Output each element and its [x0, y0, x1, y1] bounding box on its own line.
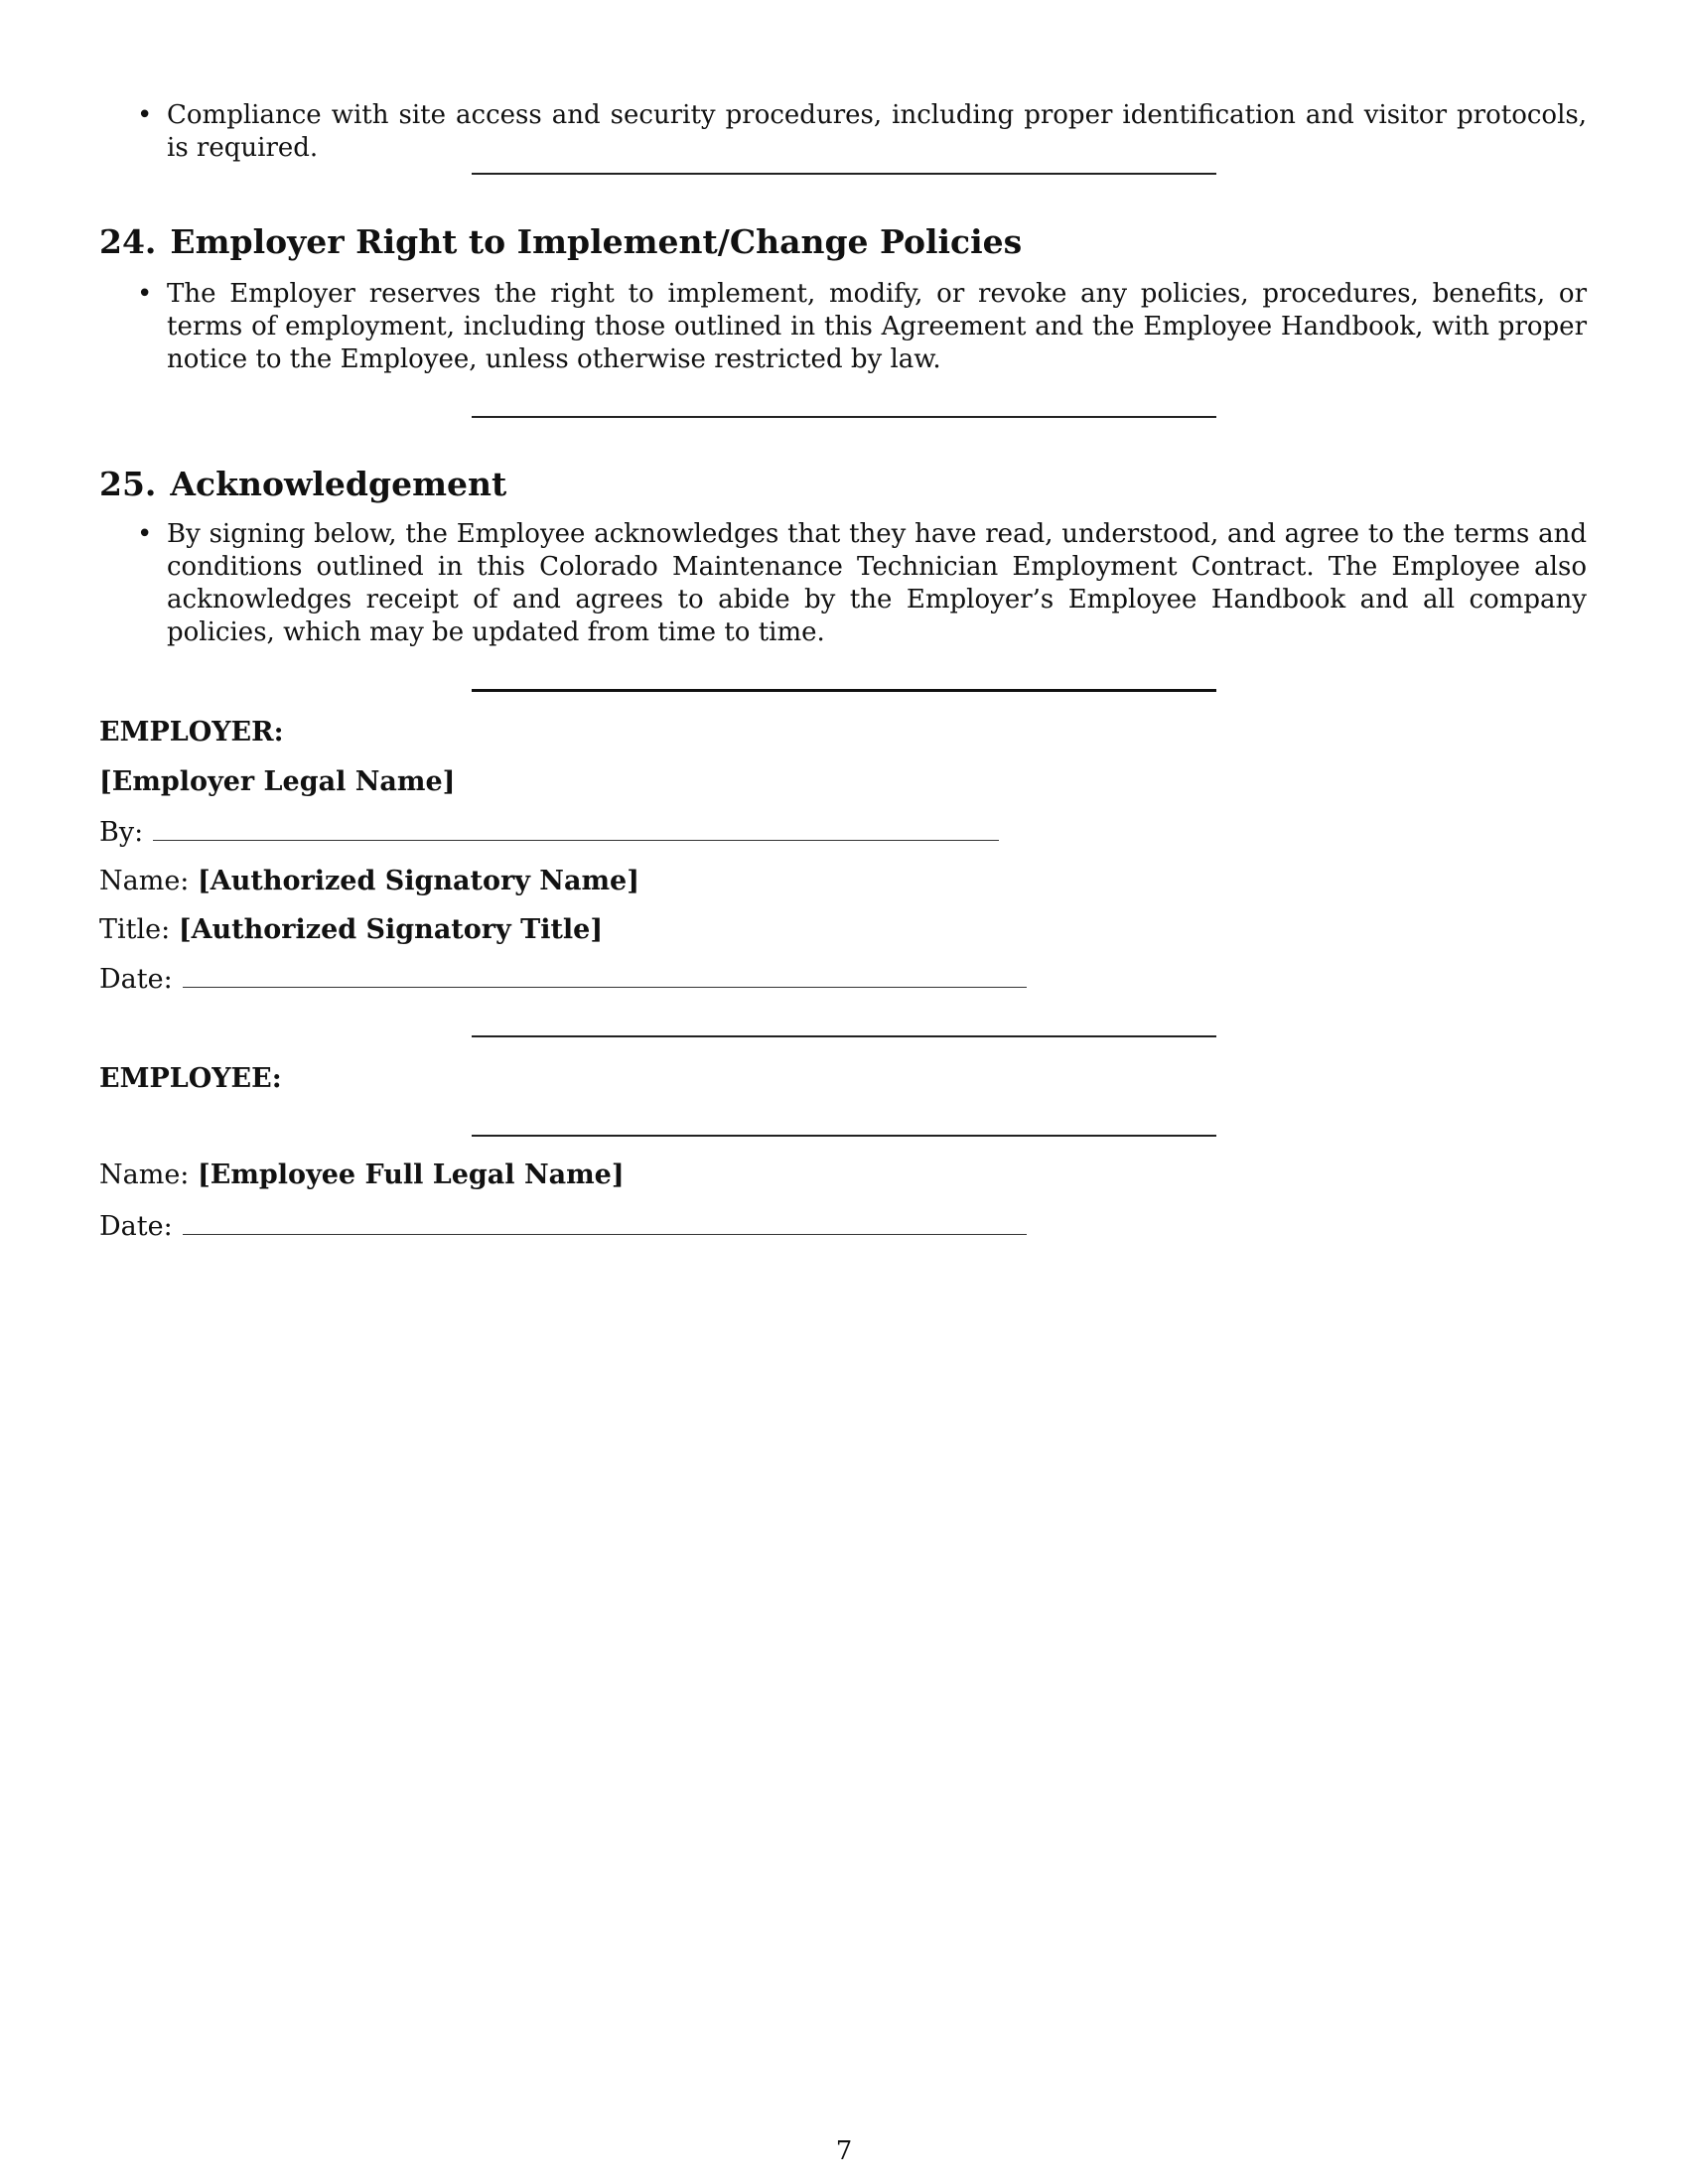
employee-name: [Employee Full Legal Name] — [198, 1160, 625, 1190]
signatory-name: [Authorized Signatory Name] — [198, 866, 639, 896]
title-label: Title: — [99, 914, 171, 945]
section-divider — [472, 416, 1216, 418]
employer-signature-line[interactable] — [153, 816, 999, 841]
employer-name-row — [99, 865, 639, 898]
employee-date-row — [99, 1210, 1027, 1244]
date-label: Date: — [99, 964, 173, 995]
section-title: Acknowledgement — [170, 465, 507, 503]
list-item: • The Employer reserves the right to implement, modify, or revoke any policies, procedures, benefits, or terms of employment, including those outlined in this Agreement and the Employee Handbook, with proper notice to the Employee, unless otherwise restricted by law. — [167, 278, 1587, 376]
name-label: Name: — [99, 866, 190, 896]
employer-date-row — [99, 963, 1027, 997]
page-number: 7 — [835, 2136, 853, 2166]
list-item: • By signing below, the Employee acknowledges that they have read, understood, and agree to the terms and conditions outlined in this Colorado Maintenance Technician Employment Contract. The Employee also acknowledges receipt of and agrees to abide by the Employer’s Employee Handbook and all company policies, which may be updated from time to time. — [167, 518, 1587, 649]
employee-name-row — [99, 1159, 625, 1192]
section-divider — [472, 173, 1216, 175]
employee-signature-line[interactable] — [472, 1135, 1216, 1137]
section-number: 25. — [99, 465, 157, 503]
employee-date-line[interactable] — [183, 1210, 1027, 1235]
section-24-heading — [99, 222, 1022, 262]
employer-heading: EMPLOYER: — [99, 717, 284, 748]
section-divider — [472, 1035, 1216, 1037]
employer-date-line[interactable] — [183, 963, 1027, 988]
section-number: 24. — [99, 222, 157, 261]
by-label: By: — [99, 817, 144, 848]
employee-heading: EMPLOYEE: — [99, 1063, 282, 1094]
signatory-title: [Authorized Signatory Title] — [178, 914, 604, 945]
date-label: Date: — [99, 1211, 173, 1242]
employer-title-row — [99, 913, 603, 947]
list-item: • Compliance with site access and security procedures, including proper identification and visitor protocols, is required. — [167, 99, 1587, 165]
employer-legal-name: [Employer Legal Name] — [99, 766, 456, 797]
section-25-heading — [99, 465, 506, 504]
name-label: Name: — [99, 1160, 190, 1190]
employer-by-row — [99, 816, 999, 850]
section-divider — [472, 689, 1216, 692]
section-title: Employer Right to Implement/Change Policies — [170, 222, 1023, 261]
